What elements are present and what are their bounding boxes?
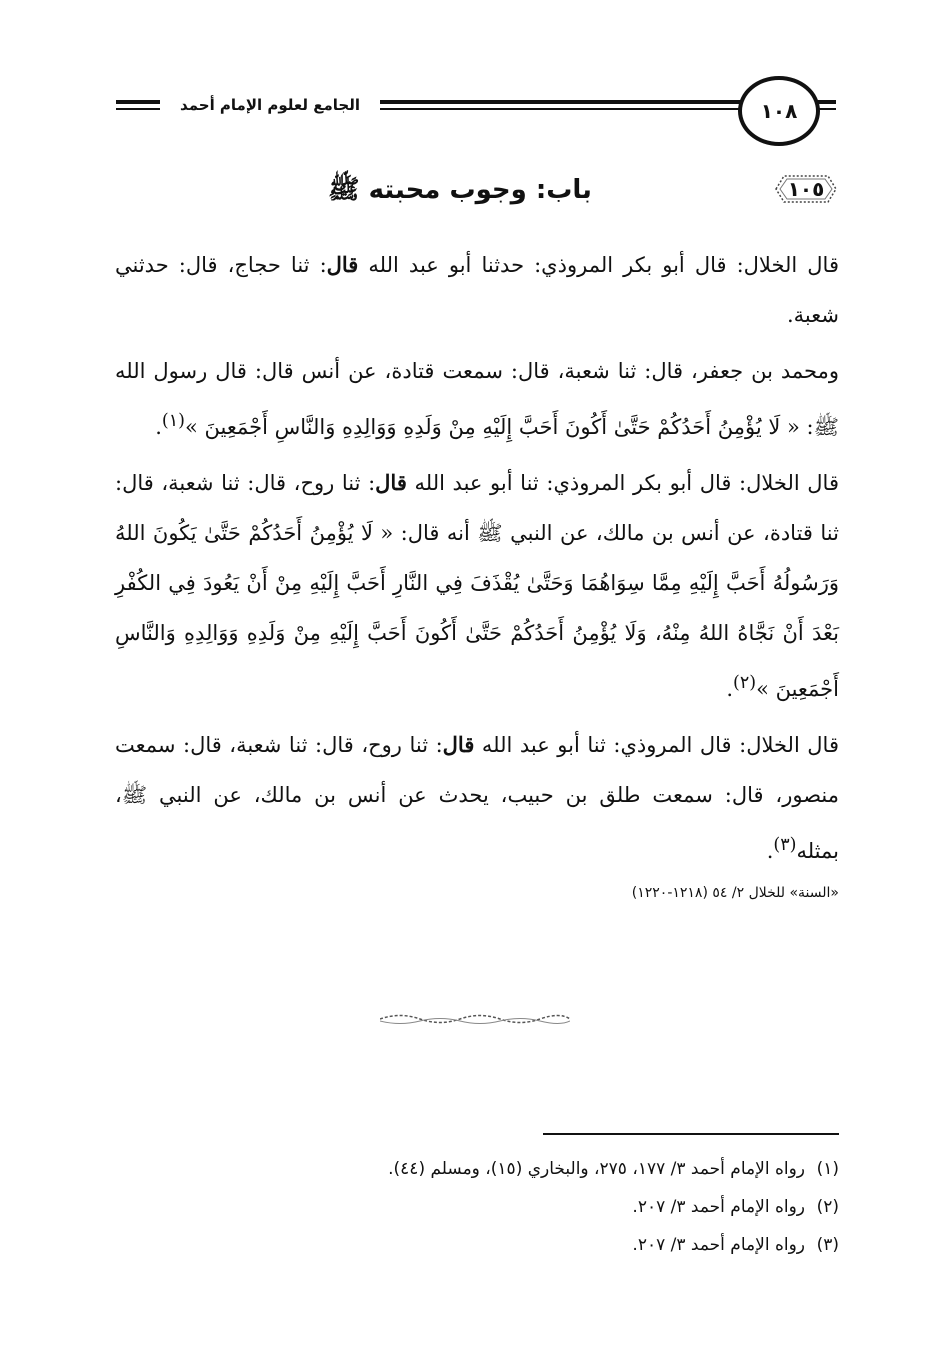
page-number: ١٠٨: [738, 76, 820, 146]
text: .: [766, 839, 774, 863]
hadith-quote: « لَا يُؤْمِنُ أَحَدُكُمْ حَتَّىٰ يَكُونَ اللهُ وَرَسُولُهُ أَحَبَّ إِلَيْهِ مِمَّا سِوَاهُمَا وَحَتَّىٰ يُقْذَفَ فِي النَّارِ أَحَبَّ إِلَيْهِ مِنْ أَنْ يَعُودَ فِي الكُفْرِ بَعْدَ أَنْ نَجَّاهُ اللهُ مِنْهُ، وَلَا يُؤْمِنُ أَحَدُكُمْ حَتَّىٰ أَكُونَ أَحَبَّ إِلَيْهِ مِنْ وَلَدِهِ وَوَالِدِهِ وَالنَّاسِ أَجْمَعِينَ »: [115, 521, 839, 701]
footnotes: [115, 1150, 839, 1264]
chapter-number-badge: [770, 168, 842, 210]
footnote-number: (١): [816, 1159, 839, 1179]
text: : ثنا حجاج، قال: حدثني شعبة.: [115, 253, 839, 327]
paragraph-1: [115, 240, 839, 340]
text: قال الخلال: قال أبو بكر المروذي: حدثنا أبو عبد الله: [358, 253, 839, 277]
footnote-2: [115, 1188, 839, 1226]
hadith-quote: « لَا يُؤْمِنُ أَحَدُكُمْ حَتَّىٰ أَكُونَ أَحَبَّ إِلَيْهِ مِنْ وَلَدِهِ وَوَالِدِهِ وَالنَّاسِ أَجْمَعِينَ »: [184, 415, 800, 439]
running-header-title: الجامع لعلوم الإمام أحمد: [160, 90, 380, 120]
text: ومحمد بن جعفر، قال: ثنا شعبة، قال: سمعت قتادة، عن أنس قال: قال رسول الله ﷺ:: [115, 359, 839, 439]
paragraph-3: [115, 458, 839, 714]
main-text: [115, 240, 839, 908]
footnote-ref[interactable]: (٣): [773, 835, 797, 855]
text: .: [726, 677, 733, 701]
footnote-text: رواه الإمام أحمد ٣/ ٢٠٧.: [632, 1235, 805, 1255]
paragraph-2: [115, 346, 839, 452]
text: قال الخلال: قال المروذي: ثنا أبو عبد الله: [474, 733, 839, 757]
section-divider-ornament-icon: [380, 1012, 570, 1026]
footnote-1: [115, 1150, 839, 1188]
text: قال الخلال: قال أبو بكر المروذي: ثنا أبو عبد الله: [406, 471, 839, 495]
text: : ثنا روح، قال: ثنا شعبة، قال: ثنا قتادة، عن أنس بن مالك، عن النبي ﷺ أنه قال:: [115, 471, 839, 545]
footnote-text: رواه الإمام أحمد ٣/ ١٧٧، ٢٧٥، والبخاري (١٥)، ومسلم (٤٤).: [388, 1159, 805, 1179]
chapter-title: باب: وجوب محبته ﷺ: [328, 175, 592, 205]
footnote-ref[interactable]: (٢): [733, 673, 757, 693]
footnote-number: (٢): [816, 1197, 839, 1217]
footnote-ref[interactable]: (١): [161, 411, 185, 431]
source-citation: «السنة» للخلال ٢/ ٥٤ (١٢١٨-١٢٢٠): [631, 885, 839, 901]
bold-word: قال: [326, 252, 359, 277]
bold-word: قال: [375, 470, 407, 495]
footnote-number: (٣): [816, 1235, 839, 1255]
text: .: [155, 415, 162, 439]
footnote-separator: [543, 1133, 839, 1135]
paragraph-4: [115, 720, 839, 876]
bold-word: قال: [442, 732, 475, 757]
footnote-text: رواه الإمام أحمد ٣/ ٢٠٧.: [632, 1197, 805, 1217]
chapter-number: ١٠٥: [787, 177, 825, 201]
text: : ثنا روح، قال: ثنا شعبة، قال: سمعت منصور، قال: سمعت طلق بن حبيب، يحدث عن أنس بن مالك، عن النبي ﷺ، بمثله: [115, 733, 840, 863]
footnote-3: [115, 1226, 839, 1264]
